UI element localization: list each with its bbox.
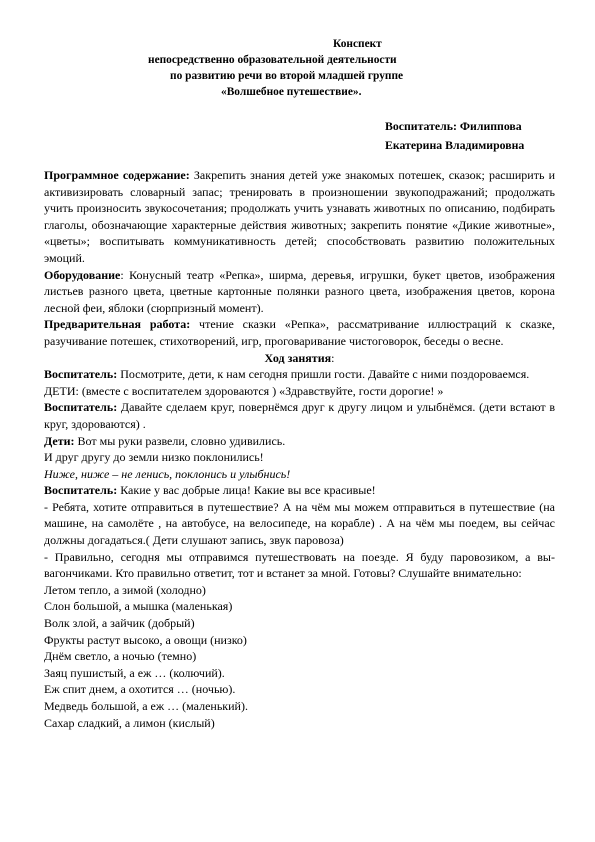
doc-subtitle-line: «Волшебное путешествие».: [221, 86, 362, 98]
doc-title: Конспект: [333, 38, 382, 50]
list-item: Летом тепло, а зимой (холодно): [44, 582, 206, 597]
dialog-text: Какие у вас добрые лица! Какие вы все красивые!: [117, 483, 376, 498]
prelim-paragraph: [44, 316, 555, 349]
prelim-text: чтение сказки «Репка», рассматривание иллюстраций к сказке, разучивание потешек, стихотворений, игр, проговаривание чистоговорок, беседы о весне.: [44, 317, 555, 348]
list-item: Слон большой, а мышка (маленькая): [44, 599, 233, 614]
dialog-text: Вот мы руки развели, словно удивились.: [74, 433, 286, 448]
list-item: Сахар сладкий, а лимон (кислый): [44, 715, 215, 730]
equipment-text: : Конусный театр «Репка», ширма, деревья, игрушки, букет цветов, изображения листьев разного цвета, цветные картонные полянки разного цвета, изображения цветов, корона лесной феи, яблоки (сюрпризный момент).: [44, 267, 555, 315]
teacher-name-line: Екатерина Владимировна: [385, 138, 525, 152]
program-text: Закрепить знания детей уже знакомых потешек, сказок; расширить и активизировать словарный запас; тренировать в произношении звукоподражаний; продолжать учить произносить звукосочетания; продолжать учить узнавать животных по описанию, подбирать глаголы, обозначающие характерные действия животных; закрепить понятие «Дикие животные», «цветы»; воспитывать коммуникативность детей; способствовать развитию положительных эмоций.: [44, 168, 555, 265]
speaker-label: Дети:: [44, 433, 75, 448]
dialog-paragraph: ДЕТИ: (вместе с воспитателем здороваются ) «Здравствуйте, гости дорогие! »: [44, 383, 444, 398]
dialog-paragraph: [44, 366, 555, 383]
program-label: Программное содержание:: [44, 168, 190, 182]
dialog-paragraph: - Ребята, хотите отправиться в путешествие? А на чём мы можем отправиться в путешествие (на машине, на самолёте , на автобусе, на велосипеде, на корабле) . А на чём мы поедем, вы сейчас должны догадаться.( Дети слушают запись, звук паровоза): [44, 499, 555, 548]
prelim-label: Предварительная работа:: [44, 317, 191, 332]
equipment-label: Оборудование: [44, 267, 121, 282]
course-heading: [44, 350, 555, 367]
program-paragraph: [44, 167, 555, 267]
poem-line: И друг другу до земли низко поклонились!: [44, 450, 264, 465]
document-body: [44, 167, 555, 731]
poem-line-text: Ниже, ниже – не ленись, поклонись и улыбнись!: [44, 466, 291, 481]
list-item: Медведь большой, а еж … (маленький).: [44, 699, 248, 713]
list-item: Днём светло, а ночью (темно): [44, 649, 197, 664]
list-item: Волк злой, а зайчик (добрый): [44, 616, 195, 631]
speaker-label: Воспитатель:: [44, 483, 118, 498]
dialog-text: Посмотрите, дети, к нам сегодня пришли гости. Давайте с ними поздороваемся.: [117, 367, 530, 382]
dialog-paragraph: [44, 433, 555, 450]
doc-subtitle-line: по развитию речи во второй младшей группе: [170, 70, 404, 82]
poem-line: [44, 466, 555, 483]
course-title: Ход занятия: [264, 350, 332, 365]
list-item: Еж спит днем, а охотится … (ночью).: [44, 682, 236, 697]
dialog-paragraph: - Правильно, сегодня мы отправимся путешествовать на поезде. Я буду паровозиком, а вы- вагончиками. Кто правильно ответит, тот и встанет за мной. Готовы? Слушайте внимательно:: [44, 549, 555, 581]
dialog-paragraph: [44, 482, 555, 499]
speaker-label: Воспитатель:: [44, 367, 118, 382]
dialog-text: Давайте сделаем круг, повернёмся друг к другу лицом и улыбнёмся. (дети встают в круг, здороваются) .: [44, 400, 555, 431]
dialog-paragraph: [44, 399, 555, 432]
list-item: Заяц пушистый, а еж … (колючий).: [44, 665, 225, 680]
speaker-label: Воспитатель:: [44, 400, 118, 415]
list-item: Фрукты растут высоко, а овощи (низко): [44, 632, 247, 647]
doc-subtitle-line: непосредственно образовательной деятельности: [148, 54, 397, 66]
equipment-paragraph: [44, 267, 555, 317]
teacher-name-line: Воспитатель: Филиппова: [385, 119, 522, 133]
course-colon: :: [331, 350, 335, 365]
